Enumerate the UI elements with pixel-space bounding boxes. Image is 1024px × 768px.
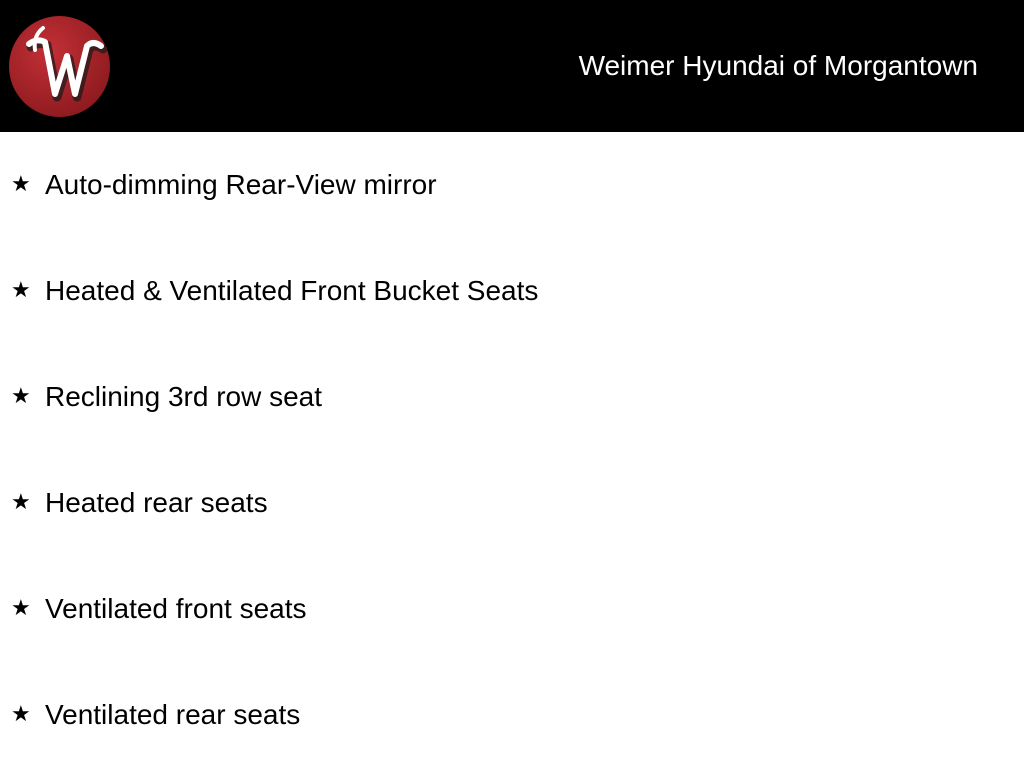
list-item: [0, 132, 1024, 238]
list-item: [0, 556, 1024, 662]
star-icon: ★: [11, 383, 31, 408]
feature-label: Reclining 3rd row seat: [45, 381, 323, 412]
list-item: [0, 344, 1024, 450]
feature-list: [0, 132, 1024, 768]
header-bar: [0, 0, 1024, 132]
star-icon: ★: [11, 489, 31, 514]
feature-label: Heated rear seats: [45, 487, 268, 518]
feature-label: Ventilated rear seats: [45, 699, 301, 730]
feature-label: Auto-dimming Rear-View mirror: [45, 169, 437, 200]
dealer-name: Weimer Hyundai of Morgantown: [578, 50, 978, 81]
list-item: [0, 450, 1024, 556]
weimer-w-logo-icon: [9, 16, 110, 117]
star-icon: ★: [11, 595, 31, 620]
list-item: [0, 662, 1024, 768]
star-icon: ★: [11, 171, 31, 196]
star-icon: ★: [11, 277, 31, 302]
star-icon: ★: [11, 701, 31, 726]
list-item: [0, 238, 1024, 344]
feature-label: Heated & Ventilated Front Bucket Seats: [45, 275, 539, 306]
feature-label: Ventilated front seats: [45, 593, 307, 624]
